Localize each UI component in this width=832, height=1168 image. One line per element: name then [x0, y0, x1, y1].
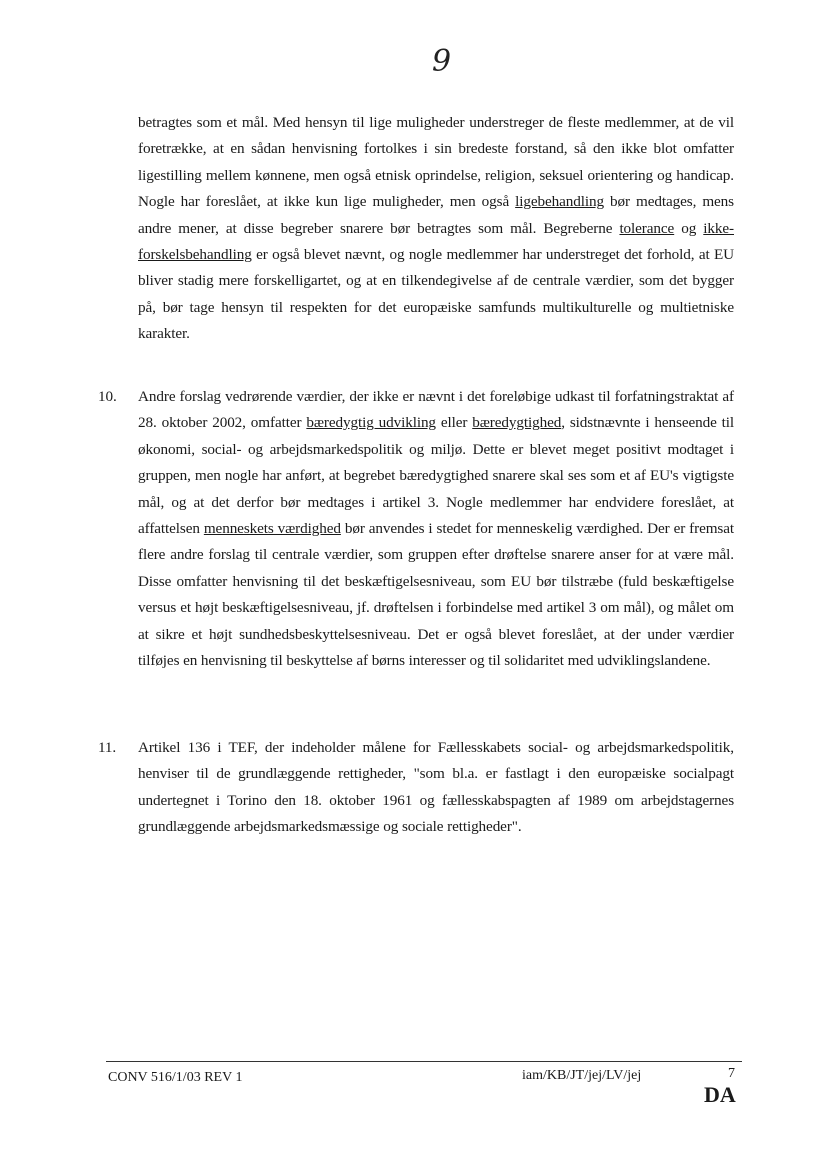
paragraph-number: 10.	[98, 388, 117, 405]
text-segment: bør medtages, mens andre mener, at disse begreber snarere bør betragtes som mål. Begreberne	[138, 193, 734, 237]
underlined-term-ligebehandling: ligebehandling	[515, 193, 604, 211]
text-segment: eller	[435, 414, 473, 432]
underlined-term-baeredygtighed: bæredygtighed	[472, 414, 562, 432]
underlined-term-baeredygtig-udvikling: bæredygtig udvikling	[306, 414, 436, 432]
text-segment: bør anvendes i stedet for menneskelig værdighed. Der er fremsat flere andre forslag til centrale værdier, som gruppen efter drøftelse snarere anser for at være mål. Disse omfatter henvisning til det beskæftigelsesniveau, som EU bør tilstræbe (fuld beskæftigelse versus et højt beskæftigelsesniveau, jf. drøftelsen i forbindelse med artikel 3 om mål), og målet om at sikre et højt sundhedsbeskyttelsesniveau. Det er også blevet foreslået, at der under værdier tilføjes en henvisning til beskyttelse af børns interesser og til solidaritet med udviklingslandene.	[138, 520, 734, 670]
footer-initials: iam/KB/JT/jej/LV/jej	[522, 1068, 642, 1083]
footer-page-number: 7	[728, 1066, 735, 1081]
text-segment: betragtes som et mål. Med hensyn til lige muligheder understreger de fleste medlemmer, at de vil foretrække, at en sådan henvisning fortolkes i sin bredeste forstand, så den ikke blot omfatter ligestilling mellem kønnene, men også etnisk oprindelse, religion, seksuel orientering og handicap. Nogle har foreslået, at ikke kun lige muligheder, men også	[138, 114, 734, 211]
text-segment: Artikel 136 i TEF, der indeholder målene for Fællesskabets social- og arbejdsmarkedspolitik, henviser til de grundlæggende rettigheder, "som bl.a. er fastlagt i den europæiske socialpagt undertegnet i Torino den 18. oktober 1961 og fællesskabspagten af 1989 om arbejdstagernes grundlæggende arbejdsmarkedsmæssige og sociale rettigheder".	[138, 739, 734, 836]
handwritten-page-mark: 9	[432, 44, 452, 79]
paragraph-10	[98, 384, 735, 674]
paragraph-number: 11.	[98, 739, 117, 756]
text-segment: Andre forslag vedrørende værdier, der ikke er nævnt i det foreløbige udkast til forfatningstraktat af 28. oktober 2002, omfatter	[138, 388, 734, 432]
paragraph-continuation	[138, 110, 734, 348]
paragraph-11	[98, 735, 734, 841]
underlined-term-tolerance: tolerance	[619, 219, 675, 237]
footer-language-code: DA	[704, 1082, 736, 1107]
text-segment: er også blevet nævnt, og nogle medlemmer har understreget det forhold, at EU bliver stadig mere forskelligartet, og at en tilkendegivelse af de centrale værdier, som det bygger på, bør tage hensyn til respekten for det europæiske samfunds multikulturelle og multietniske karakter.	[138, 246, 734, 343]
footer-document-reference: CONV 516/1/03 REV 1	[108, 1070, 243, 1085]
underlined-term-menneskets-vaerdighed: menneskets værdighed	[203, 520, 341, 538]
text-segment: , sidstnævnte i henseende til økonomi, social- og arbejdsmarkedspolitik og miljø. Dette er blevet meget positivt modtaget i gruppen, men nogle har anført, at begrebet bæredygtighed snarere skal ses som et af EU's vigtigste mål, og at det derfor bør medtages i artikel 3. Nogle medlemmer har endvidere foreslået, at affattelsen	[138, 414, 735, 538]
footer-divider	[106, 1061, 742, 1062]
text-segment: og	[674, 219, 704, 237]
underlined-term-ikke-forskelsbehandling: ikke-forskelsbehandling	[138, 219, 734, 264]
